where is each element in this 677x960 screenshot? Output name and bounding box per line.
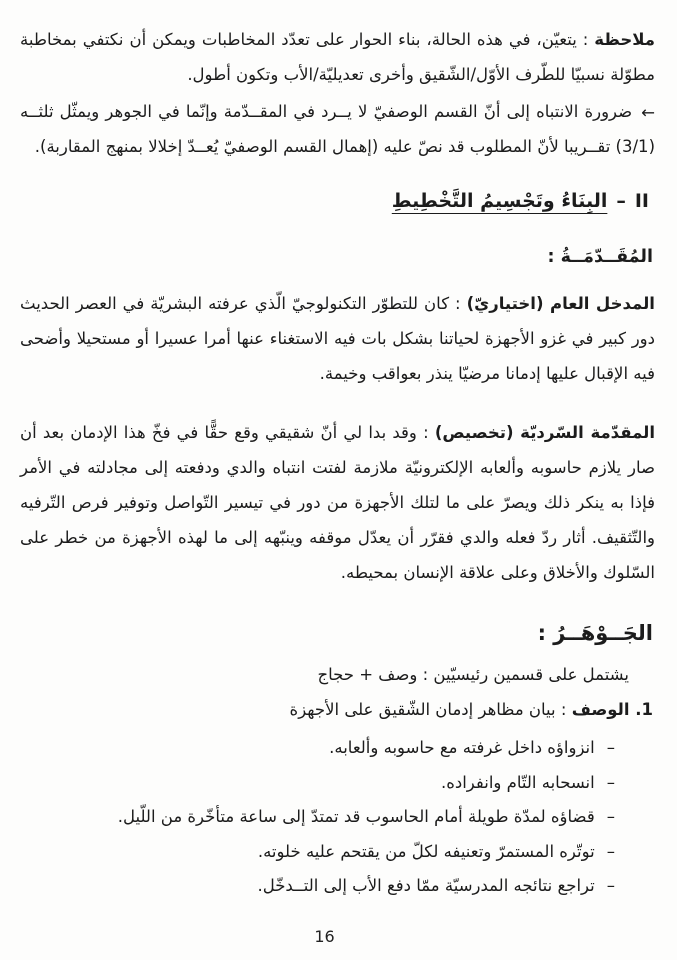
narrative-intro-lead: المقدّمة السّرديّة (تخصيص) <box>434 423 655 442</box>
dash-icon: – <box>606 841 615 861</box>
section-dash: – <box>616 190 626 212</box>
body-subtitle: يشتمل على قسمين رئيسيّين : وصف + حجاج <box>317 665 629 684</box>
page-number: 16 <box>314 927 335 946</box>
description-item-text: بيان مظاهر إدمان الشّقيق على الأجهزة <box>289 700 556 719</box>
note-separator: : <box>576 30 595 49</box>
list-item <box>20 800 615 835</box>
general-entry-separator: : <box>449 294 467 313</box>
arrow-paragraph-text: ضرورة الانتباه إلى أنّ القسم الوصفيّ لا يــرد في المقــدّمة وإنّما في الجوهر ويمثّل ثلثــه (3/1) تقــريبا لأنّ المطلوب قد نصّ عليه (إهمال القسم الوصفيّ يُعــدّ إخلالا بمنهج المقاربة). <box>20 102 655 156</box>
section-heading <box>20 190 649 212</box>
narrative-intro-paragraph <box>20 415 655 590</box>
description-item-lead: 1. الوصف <box>571 700 653 719</box>
narrative-intro-separator: : <box>416 423 435 442</box>
description-item-separator: : <box>555 700 572 719</box>
section-title: البِنَاءُ وتَجْسِيمُ التَّخْطِيطِ <box>391 190 608 212</box>
intro-heading: المُقَــدّمَــةُ : <box>547 247 653 267</box>
note-paragraph <box>20 22 655 92</box>
arrow-paragraph <box>20 94 655 164</box>
bullet-list <box>20 731 655 904</box>
dash-icon: – <box>606 807 615 826</box>
note-lead: ملاحظة <box>594 30 655 49</box>
general-entry-text: كان للتطوّر التكنولوجيّ الّذي عرفته البشريّة في العصر الحديث دور كبير في غزو الأجهزة لحياتنا بشكل بات فيه الاستغناء عنها أمرا عسيرا أو مستحيلا وأضحى فيه الإقبال عليها إدمانا مرضيّا ينذر بعواقب وخيمة. <box>20 294 655 383</box>
general-entry-lead: المدخل العام (اختياريّ) <box>466 294 655 313</box>
list-item-text: تراجع نتائجه المدرسيّة ممّا دفع الأب إلى التــدخّل. <box>257 876 595 895</box>
note-text: يتعيّن، في هذه الحالة، بناء الحوار على تعدّد المخاطبات ويمكن أن نكتفي بمخاطبة مطوّلة نسبيّا للطّرف الأوّل/الشّقيق وأخرى تعديليّة/الأب وتكون أطول. <box>20 30 655 84</box>
list-item-text: توتّره المستمرّ وتعنيفه لكلّ من يقتحم عليه خلوته. <box>257 841 595 861</box>
list-item-text: انزواؤه داخل غرفته مع حاسوبه وألعابه. <box>329 738 595 757</box>
dash-icon: – <box>606 738 615 757</box>
dash-icon: – <box>606 772 615 792</box>
list-item <box>20 835 615 870</box>
list-item <box>20 869 615 904</box>
body-heading: الجَــوْهَــرُ : <box>537 621 653 645</box>
left-arrow-icon: ← <box>641 103 655 122</box>
list-item-text: قضاؤه لمدّة طويلة أمام الحاسوب قد تمتدّ إلى ساعة متأخّرة من اللّيل. <box>117 807 595 826</box>
section-numeral: II <box>634 190 649 212</box>
general-entry-paragraph <box>20 286 655 391</box>
list-item <box>20 731 615 766</box>
description-item <box>20 692 653 727</box>
list-item <box>20 766 615 801</box>
list-item-text: انسحابه التّام وانفراده. <box>440 772 595 792</box>
narrative-intro-text: وقد بدا لي أنّ شقيقي وقع حقًّا في فخّ هذا الإدمان بعد أن صار يلازم حاسوبه وألعابه الإلكترونيّة ملازمة لفتت انتباه والدي ودفعته إلى مجادلته في الأمر فإذا به ينكر ذلك ويصرّ على ما لتلك الأجهزة من دور في تيسير التّواصل وتوفير فرص التّرفيه والتّثقيف. أثار ردّ فعله والدي فقرّر أن يعدّل موقفه وينبّهه إلى ما لهذه الأجهزة من خطر على السّلوك والأخلاق وعلى علاقة الإنسان بمحيطه. <box>20 423 655 582</box>
dash-icon: – <box>606 876 615 895</box>
